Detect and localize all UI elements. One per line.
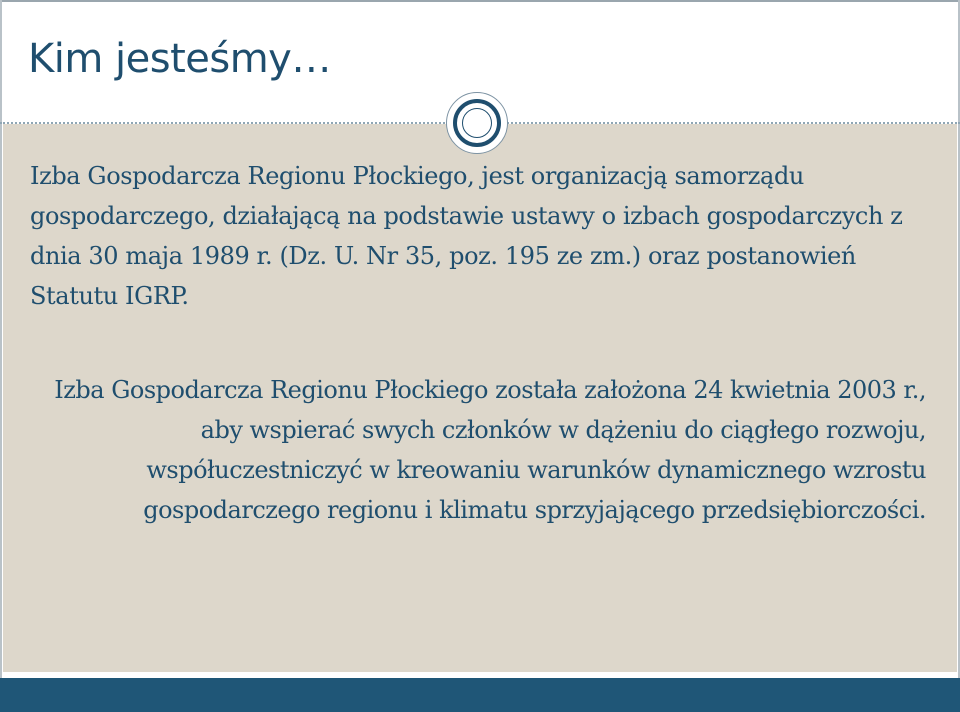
concentric-circle-icon xyxy=(446,92,508,154)
circle-ring xyxy=(453,99,501,147)
slide-title: Kim jesteśmy… xyxy=(28,36,331,82)
paragraph-founding: Izba Gospodarcza Regionu Płockiego została założona 24 kwietnia 2003 r., aby wspierać swych członków w dążeniu do ciągłego rozwoju, współuczestniczyć w kreowaniu warunków dynamicznego wzrostu gospodarczego regionu i klimatu sprzyjającego przedsiębiorczości. xyxy=(54,376,926,524)
footer-bar xyxy=(0,678,960,712)
circle-inner-ring xyxy=(462,108,492,138)
frame-top-border xyxy=(0,0,960,2)
paragraph-intro: Izba Gospodarcza Regionu Płockiego, jest organizacją samorządu gospodarczego, działającą na podstawie ustawy o izbach gospodarczych z dnia 30 maja 1989 r. (Dz. U. Nr 35, poz. 195 ze zm.) oraz postanowień Statutu IGRP. xyxy=(30,162,903,310)
frame-left-border xyxy=(0,0,2,712)
